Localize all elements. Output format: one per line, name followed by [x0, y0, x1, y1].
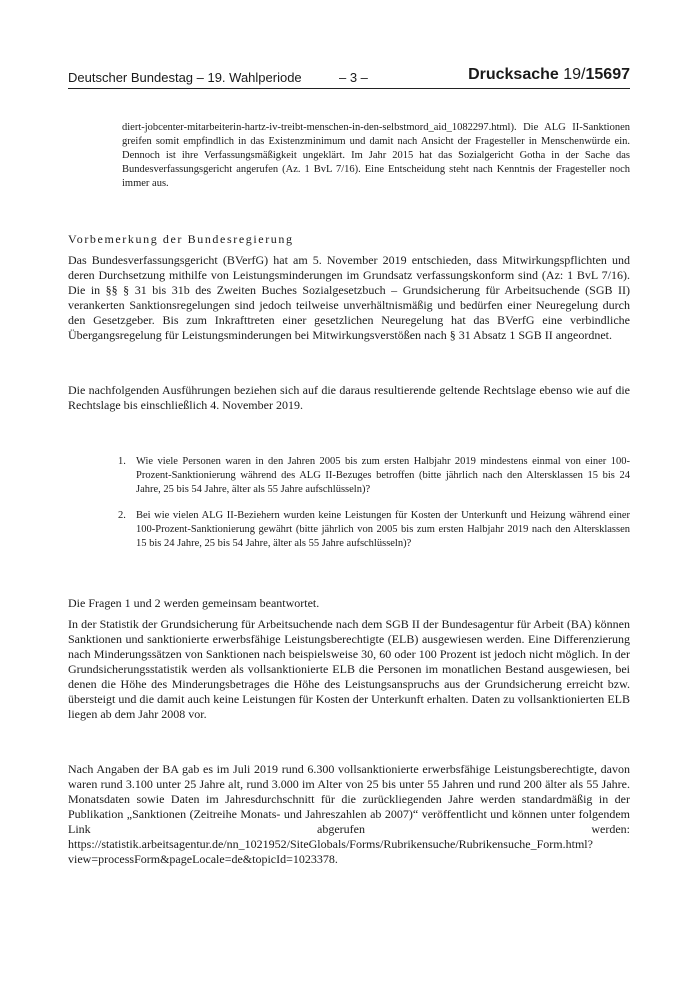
answer-text-2: Nach Angaben der BA gab es im Juli 2019 rund 6.300 vollsanktionierte erwerbsfähige Leistungsberechtigte, davon waren rund 3.100 unter 25 Jahre alt, rund 3.000 im Alter von 25 bis unter 55 Jahren und rund 200 älter als 55 Jahre. Monatsdaten sowie Daten im Jahresdurchschnitt für die zurückliegenden Jahre werden standardmäßig in der Publikation „Sanktionen (Zeitreihe Monats- und Jahreszahlen ab 2007)“ veröffentlicht und können unter folgendem Link abgerufen werden: https://statistik.arbeitsagentur.de/nn_1021952/SiteGlobals/Forms/Rubrikensuche/Rubrikensuche_Form.html?view=processForm&pageLocale=de&topicId=1023378.	[68, 762, 630, 866]
page-number: – 3 –	[339, 70, 368, 85]
vorbemerkung-paragraph-1	[68, 253, 630, 343]
quoted-preamble	[122, 121, 630, 191]
question-list	[118, 455, 630, 563]
question-text: Wie viele Personen waren in den Jahren 2005 bis zum ersten Halbjahr 2019 mindestens einmal von einer 100-Prozent-Sanktionierung während des ALG II-Bezuges betroffen (bitte jährlich nach den Altersklassen 15 bis 24 Jahre, 25 bis 54 Jahre, älter als 55 Jahre aufschlüsseln)?	[136, 456, 630, 495]
question-number: 1.	[118, 456, 126, 467]
document-number-prefix: 19/	[563, 66, 586, 83]
vorbemerkung-text-1: Das Bundesverfassungsgericht (BVerfG) hat am 5. November 2019 entschieden, dass Mitwirkungspflichten und deren Durchsetzung mithilfe von Leistungsminderungen im Grundsatz verfassungskonform sind (Az: 1 BvL 7/16). Die in §§ § 31 bis 31b des Zweiten Buches Sozialgesetzbuch – Grundsicherung für Arbeitsuchende (SGB II) verankerten Sanktionsregelungen sind jedoch teilweise unverhältnismäßig und bedürfen einer Neuregelung durch den Gesetzgeber. Bis zum Inkrafttreten einer gesetzlichen Neuregelung hat das BVerfG eine verbindliche Übergangsregelung für Leistungsminderungen bei Mitwirkungsverstößen nach § 31 Absatz 1 SGB II angeordnet.	[68, 253, 630, 342]
document-number	[468, 66, 630, 84]
section-heading: Vorbemerkung der Bundesregierung	[68, 232, 294, 246]
question-number: 2.	[118, 510, 126, 521]
document-number-suffix: 15697	[585, 66, 630, 83]
question-item	[118, 455, 630, 497]
question-item	[118, 509, 630, 551]
vorbemerkung-text-2: Die nachfolgenden Ausführungen beziehen sich auf die daraus resultierende geltende Rechtslage ebenso wie auf die Rechtslage bis einschließlich 4. November 2019.	[68, 383, 630, 412]
answer-paragraph-1	[68, 617, 630, 722]
answer-text-1: In der Statistik der Grundsicherung für Arbeitsuchende nach dem SGB II der Bundesagentur für Arbeit (BA) können Sanktionen und sanktionierte erwerbsfähige Leistungsberechtigte (ELB) ausgewiesen werden. Eine Differenzierung nach Minderungssätzen von Sanktionen nach beispielsweise 30, 60 oder 100 Prozent ist jedoch nicht möglich. In der Grundsicherungsstatistik werden als vollsanktionierte ELB die Personen im monatlichen Bestand ausgewiesen, bei denen die Höhe des Minderungsbetrages die Höhe des Leistungsanspruchs aus der Grundsicherung erreicht bzw. übersteigt und die damit auch keine Leistungen für Kosten der Unterkunft erhalten. Daten zu vollsanktionierten ELB liegen ab dem Jahr 2008 vor.	[68, 617, 630, 721]
vorbemerkung-paragraph-2	[68, 383, 630, 413]
header-parliament: Deutscher Bundestag – 19. Wahlperiode	[68, 70, 302, 85]
answer-intro-text: Die Fragen 1 und 2 werden gemeinsam beantwortet.	[68, 596, 320, 610]
document-label: Drucksache	[468, 66, 559, 83]
answer-paragraph-2	[68, 762, 630, 867]
quoted-preamble-text: diert-jobcenter-mitarbeiterin-hartz-iv-treibt-menschen-in-den-selbstmord_aid_1082297.html). Die ALG II-Sanktionen greifen somit empfindlich in das Existenzminimum und damit nach Ansicht der Fragesteller in Menschenwürde ein. Dennoch ist ihre Verfassungsmäßigkeit ungeklärt. Im Jahr 2015 hat das Sozialgericht Gotha in der Sache das Bundesverfassungsgericht angerufen (Az. 1 BvL 7/16). Eine Entscheidung steht nach Kenntnis der Fragesteller noch immer aus.	[122, 122, 630, 189]
page-header	[68, 66, 630, 89]
answer-intro	[68, 596, 630, 611]
question-text: Bei wie vielen ALG II-Beziehern wurden keine Leistungen für Kosten der Unterkunft und Heizung während einer 100-Prozent-Sanktionierung gewährt (bitte jährlich von 2005 bis zum ersten Halbjahr 2019 nach den Altersklassen 15 bis 24 Jahre, 25 bis 54 Jahre, älter als 55 Jahre aufschlüsseln)?	[136, 510, 630, 549]
